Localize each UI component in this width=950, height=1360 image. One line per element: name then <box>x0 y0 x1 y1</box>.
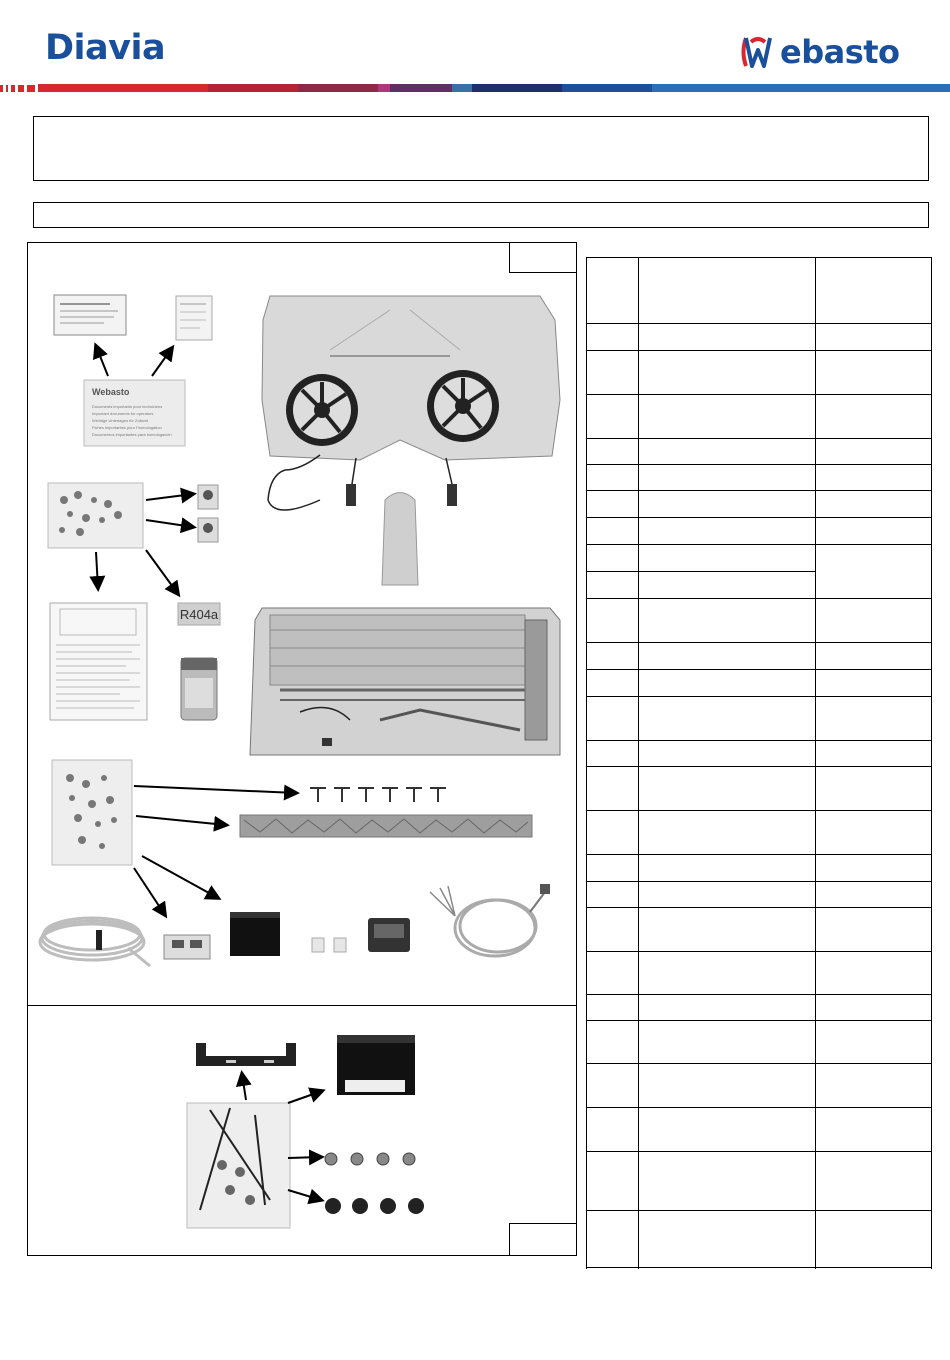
data-sticker <box>176 296 212 340</box>
table-row <box>586 951 932 994</box>
table-row <box>586 1020 932 1063</box>
refrigerant-label <box>178 603 220 625</box>
instruction-sheet <box>50 603 147 720</box>
parts-table <box>586 257 932 1269</box>
table-row <box>586 438 932 464</box>
wiring-harness <box>430 884 550 956</box>
screws <box>310 788 446 802</box>
document-folder-line-3: Wichtige Unterlagen für Zollamt <box>92 418 149 423</box>
evaporator-base-tray <box>250 608 560 755</box>
table-row <box>586 571 815 598</box>
table-row <box>586 669 932 696</box>
table-row <box>586 323 932 350</box>
table-row <box>586 394 932 438</box>
sealing-strip <box>240 815 532 837</box>
table-row <box>586 544 932 571</box>
table-row <box>586 696 932 740</box>
control-box-bracket <box>196 1043 296 1066</box>
document-folder-line-2: Important documents for operators <box>92 411 154 416</box>
drain-duct <box>382 493 418 586</box>
table-row <box>586 810 932 854</box>
document-folder-line-5: Documentos importantes para homologación <box>92 432 172 437</box>
table-row <box>586 766 932 810</box>
accessory-bag-2 <box>52 760 132 865</box>
table-row <box>586 517 932 544</box>
accessory-bag-1 <box>48 483 143 548</box>
mounting-bracket <box>164 935 210 959</box>
table-row <box>586 881 932 907</box>
evaporator-cover-with-fans <box>262 296 560 510</box>
table-header-row <box>586 257 932 323</box>
oil-can <box>181 658 217 720</box>
table-row <box>586 1107 932 1151</box>
table-row <box>586 464 932 490</box>
table-row <box>586 642 932 669</box>
table-row <box>586 907 932 951</box>
table-row <box>586 1210 932 1268</box>
rubber-plugs <box>325 1198 424 1214</box>
table-row <box>586 598 932 642</box>
condensate-hose <box>40 918 150 966</box>
hex-nuts <box>325 1153 415 1165</box>
control-box <box>230 912 280 956</box>
table-row <box>586 740 932 766</box>
document-folder-line-1: Documents importants pour techniciens <box>92 404 163 409</box>
control-box-housing <box>337 1035 415 1095</box>
document-folder-line-4: Fiches importantes pour l'homologation <box>92 425 162 430</box>
diavia-logo: Diavia <box>45 28 166 68</box>
table-row <box>586 350 932 394</box>
refrigerant-label-text: R404a <box>179 607 219 622</box>
document-folder-brand: Webasto <box>92 387 130 397</box>
table-row <box>586 994 932 1020</box>
document-folder <box>84 380 185 446</box>
table-row <box>586 490 932 517</box>
table-row <box>586 1151 932 1210</box>
type-plate <box>54 295 126 335</box>
grommet-1 <box>198 485 218 509</box>
cable-clips <box>312 938 346 952</box>
table-row <box>586 854 932 881</box>
accessory-bag-3 <box>187 1103 290 1228</box>
grommet-2 <box>198 518 218 542</box>
thermostat-controller <box>368 918 410 952</box>
webasto-wordmark: ebasto <box>780 33 900 71</box>
table-row <box>586 1063 932 1107</box>
